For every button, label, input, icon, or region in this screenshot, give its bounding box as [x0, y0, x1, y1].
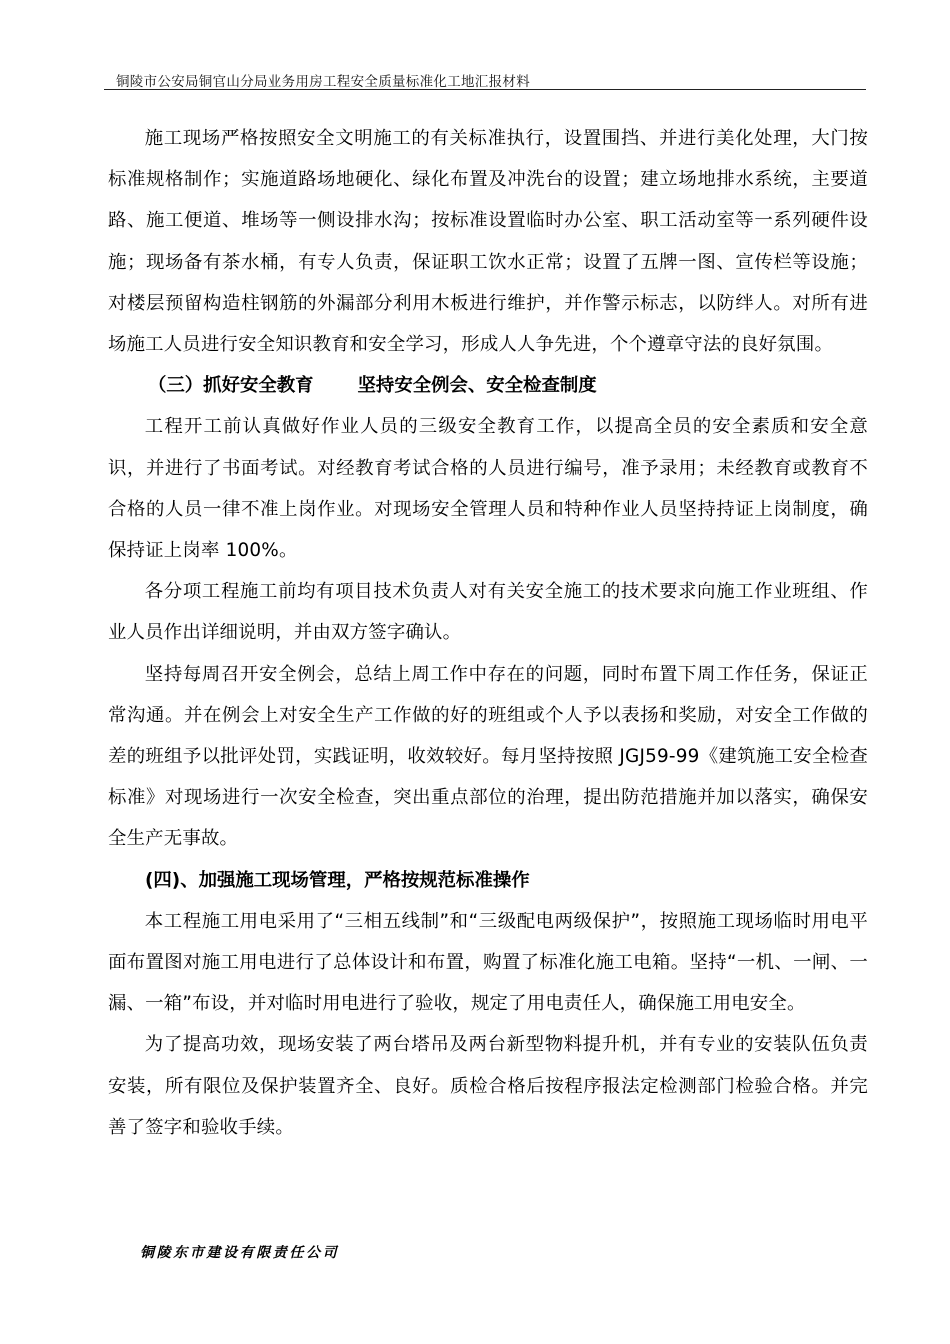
section-3-heading: [108, 365, 868, 406]
section-3-paragraph-3: 坚持每周召开安全例会，总结上周工作中存在的问题，同时布置下周工作任务，保证正常沟通。并在例会上对安全生产工作做的好的班组或个人予以表扬和奖励，对安全工作做的差的班组予以批评处罚，实践证明，收效较好。每月坚持按照 JGJ59-99《建筑施工安全检查标准》对现场进行一次安全检查，突出重点部位的治理，提出防范措施并加以落实，确保安全生产无事故。: [108, 663, 868, 850]
document-body: [108, 118, 868, 1148]
section-3-paragraph-1: 工程开工前认真做好作业人员的三级安全教育工作，以提高全员的安全素质和安全意识，并进行了书面考试。对经教育考试合格的人员进行编号，准予录用；未经教育或教育不合格的人员一律不准上岗作业。对现场安全管理人员和特种作业人员坚持持证上岗制度，确保持证上岗率 100%。: [108, 416, 868, 562]
running-header: 铜陵市公安局铜官山分局业务用房工程安全质量标准化工地汇报材料: [116, 74, 530, 90]
section-3-heading-part2: 坚持安全例会、安全检查制度: [357, 375, 597, 397]
header-rule: [104, 89, 866, 90]
section-3-paragraph-2: 各分项工程施工前均有项目技术负责人对有关安全施工的技术要求向施工作业班组、作业人员作出详细说明，并由双方签字确认。: [108, 581, 868, 644]
section-4-paragraph-2: 为了提高功效，现场安装了两台塔吊及两台新型物料提升机，并有专业的安装队伍负责安装，所有限位及保护装置齐全、良好。质检合格后按程序报法定检测部门检验合格。并完善了签字和验收手续。: [108, 1034, 868, 1138]
company-footer: 铜陵东市建设有限责任公司: [140, 1245, 340, 1261]
section-4-heading: (四)、加强施工现场管理，严格按规范标准操作: [145, 869, 530, 891]
section-3-heading-part1: （三）抓好安全教育: [148, 375, 314, 397]
section-4-paragraph-1: 本工程施工用电采用了“三相五线制”和“三级配电两级保护”，按照施工现场临时用电平面布置图对施工用电进行了总体设计和布置，购置了标准化施工电箱。坚持“一机、一闸、一漏、一箱”布设，并对临时用电进行了验收，规定了用电责任人，确保施工用电安全。: [108, 910, 868, 1015]
intro-paragraph: 施工现场严格按照安全文明施工的有关标准执行，设置围挡、并进行美化处理，大门按标准规格制作；实施道路场地硬化、绿化布置及冲洗台的设置；建立场地排水系统，主要道路、施工便道、堆场等一侧设排水沟；按标准设置临时办公室、职工活动室等一系列硬件设施；现场备有茶水桶，有专人负责，保证职工饮水正常；设置了五牌一图、宣传栏等设施；对楼层预留构造柱钢筋的外漏部分利用木板进行维护，并作警示标志，以防绊人。对所有进场施工人员进行安全知识教育和安全学习，形成人人争先进，个个遵章守法的良好氛围。: [108, 128, 868, 356]
